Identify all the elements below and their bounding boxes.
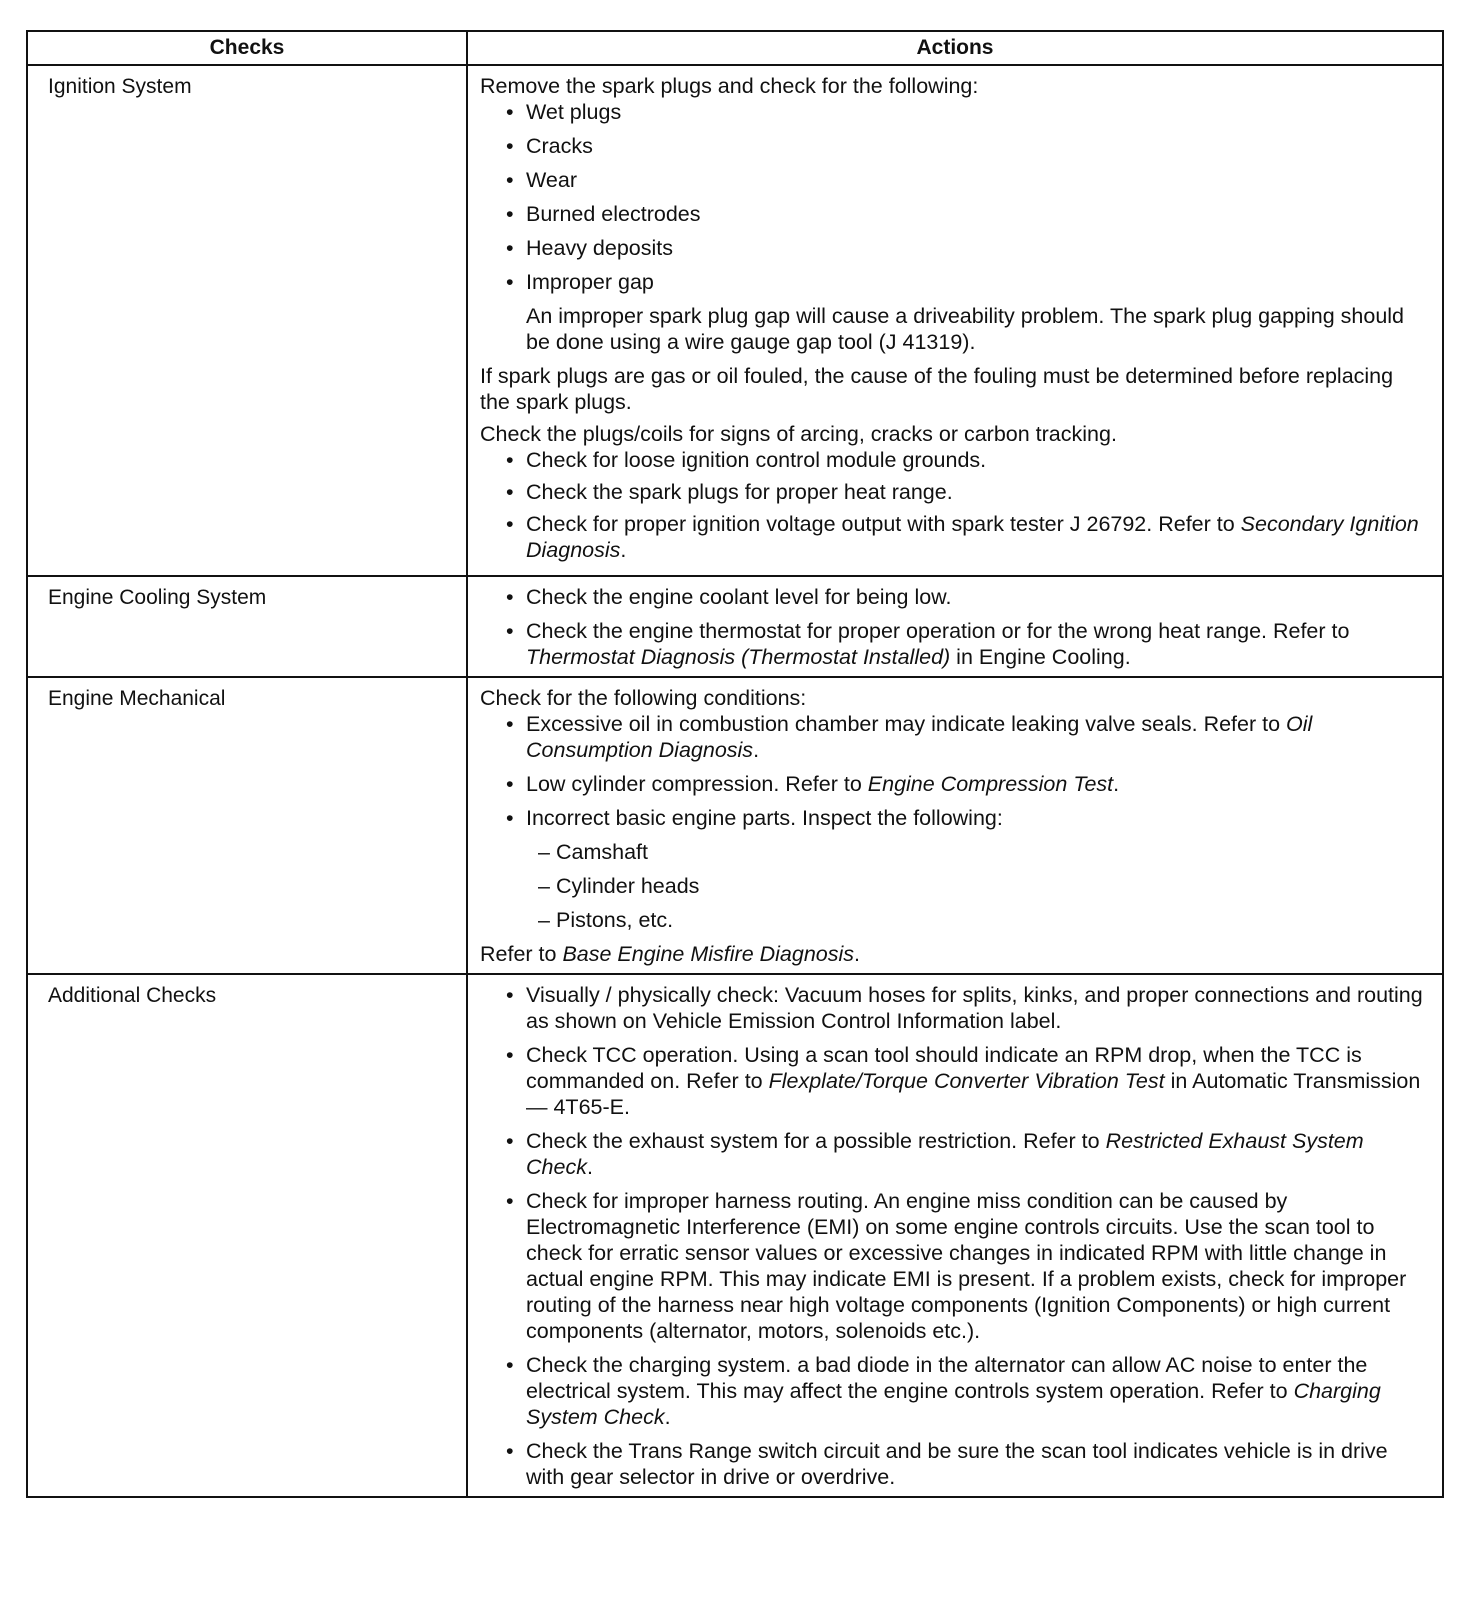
actions-additional [467,974,1443,1497]
list-item: • Check for loose ignition control module grounds. [480,447,1428,473]
diagnostic-table [26,30,1444,1498]
oil-consumption-diagnosis-ref: Oil Consumption Diagnosis [526,712,1313,762]
check-engine-cooling-system: Engine Cooling System [27,576,467,677]
header-checks: Checks [27,31,467,65]
ignition-intro: Remove the spark plugs and check for the following: [480,74,979,98]
ignition-arcing-note: Check the plugs/coils for signs of arcing, cracks or carbon tracking. [480,422,1117,446]
ignition-gap-note: An improper spark plug gap will cause a driveability problem. The spark plug gapping should be done using a wire gauge gap tool (J 41319). [526,304,1405,354]
engine-compression-test-ref: Engine Compression Test [867,772,1114,796]
table-row-mechanical [27,677,1443,974]
list-item: • Visually / physically check: Vacuum hoses for splits, kinks, and proper connections and routing as shown on Vehicle Emission Control Information label. [480,982,1428,1034]
list-item: • Check for proper ignition voltage output with spark tester J 26792. Refer to Secondary Ignition Diagnosis. [480,511,1428,563]
list-item: • Check the charging system. a bad diode in the alternator can allow AC noise to enter the electrical system. This may affect the engine controls system operation. Refer to Charging System Check. [480,1352,1428,1430]
ignition-check-list [480,447,1428,563]
engine-parts-list [480,839,1428,933]
list-item: • Check for improper harness routing. An engine miss condition can be caused by Electromagnetic Interference (EMI) on some engine controls circuits. Use the scan tool to check for erratic sensor values or excessive changes in indicated RPM with little change in actual engine RPM. This may indicate EMI is present. If a problem exists, check for improper routing of the harness near high voltage components (Ignition Components) or high current components (alternator, motors, solenoids etc.). [480,1188,1428,1344]
additional-list [480,982,1428,1490]
header-row [27,31,1443,65]
flexplate-torque-converter-test-ref: Flexplate/Torque Converter Vibration Test [768,1069,1165,1093]
list-item: • Check the Trans Range switch circuit and be sure the scan tool indicates vehicle is in drive with gear selector in drive or overdrive. [480,1438,1428,1490]
ignition-symptom-list [480,99,1428,295]
list-item: • Check the engine coolant level for being low. [480,584,1428,610]
list-item: – Pistons, etc. [480,907,1428,933]
mechanical-intro: Check for the following conditions: [480,686,807,710]
table-row-additional [27,974,1443,1497]
list-item: • Check the engine thermostat for proper operation or for the wrong heat range. Refer to Thermostat Diagnosis (Thermostat Installed) in Engine Cooling. [480,618,1428,670]
cooling-list [480,584,1428,670]
list-item: • Incorrect basic engine parts. Inspect the following: [480,805,1428,831]
ignition-fouled-note: If spark plugs are gas or oil fouled, the cause of the fouling must be determined before replacing the spark plugs. [480,364,1394,414]
thermostat-diagnosis-ref: Thermostat Diagnosis (Thermostat Installed) [526,645,951,669]
table-row-ignition [27,65,1443,576]
actions-ignition [467,65,1443,576]
base-engine-misfire-diagnosis-ref: Base Engine Misfire Diagnosis [562,942,855,966]
list-item: • Improper gap [480,269,1428,295]
secondary-ignition-diagnosis-ref: Secondary Ignition Diagnosis [526,512,1419,562]
table-row-cooling [27,576,1443,677]
list-item: • Low cylinder compression. Refer to Engine Compression Test. [480,771,1428,797]
restricted-exhaust-check-ref: Restricted Exhaust System Check [526,1129,1364,1179]
check-additional-checks: Additional Checks [27,974,467,1497]
list-item: – Camshaft [480,839,1428,865]
actions-mechanical [467,677,1443,974]
charging-system-check-ref: Charging System Check [526,1379,1381,1429]
list-item: • Cracks [480,133,1428,159]
list-item: • Wet plugs [480,99,1428,125]
list-item: • Burned electrodes [480,201,1428,227]
list-item: • Check the exhaust system for a possible restriction. Refer to Restricted Exhaust System Check. [480,1128,1428,1180]
list-item: • Wear [480,167,1428,193]
check-engine-mechanical: Engine Mechanical [27,677,467,974]
actions-cooling [467,576,1443,677]
list-item: – Cylinder heads [480,873,1428,899]
check-ignition-system: Ignition System [27,65,467,576]
header-actions: Actions [467,31,1443,65]
mechanical-list [480,711,1428,831]
list-item: • Excessive oil in combustion chamber may indicate leaking valve seals. Refer to Oil Consumption Diagnosis. [480,711,1428,763]
mechanical-refer: Refer to Base Engine Misfire Diagnosis. [480,942,861,966]
list-item: • Check the spark plugs for proper heat range. [480,479,1428,505]
list-item: • Check TCC operation. Using a scan tool should indicate an RPM drop, when the TCC is commanded on. Refer to Flexplate/Torque Converter Vibration Test in Automatic Transmission — 4T65-E. [480,1042,1428,1120]
list-item: • Heavy deposits [480,235,1428,261]
